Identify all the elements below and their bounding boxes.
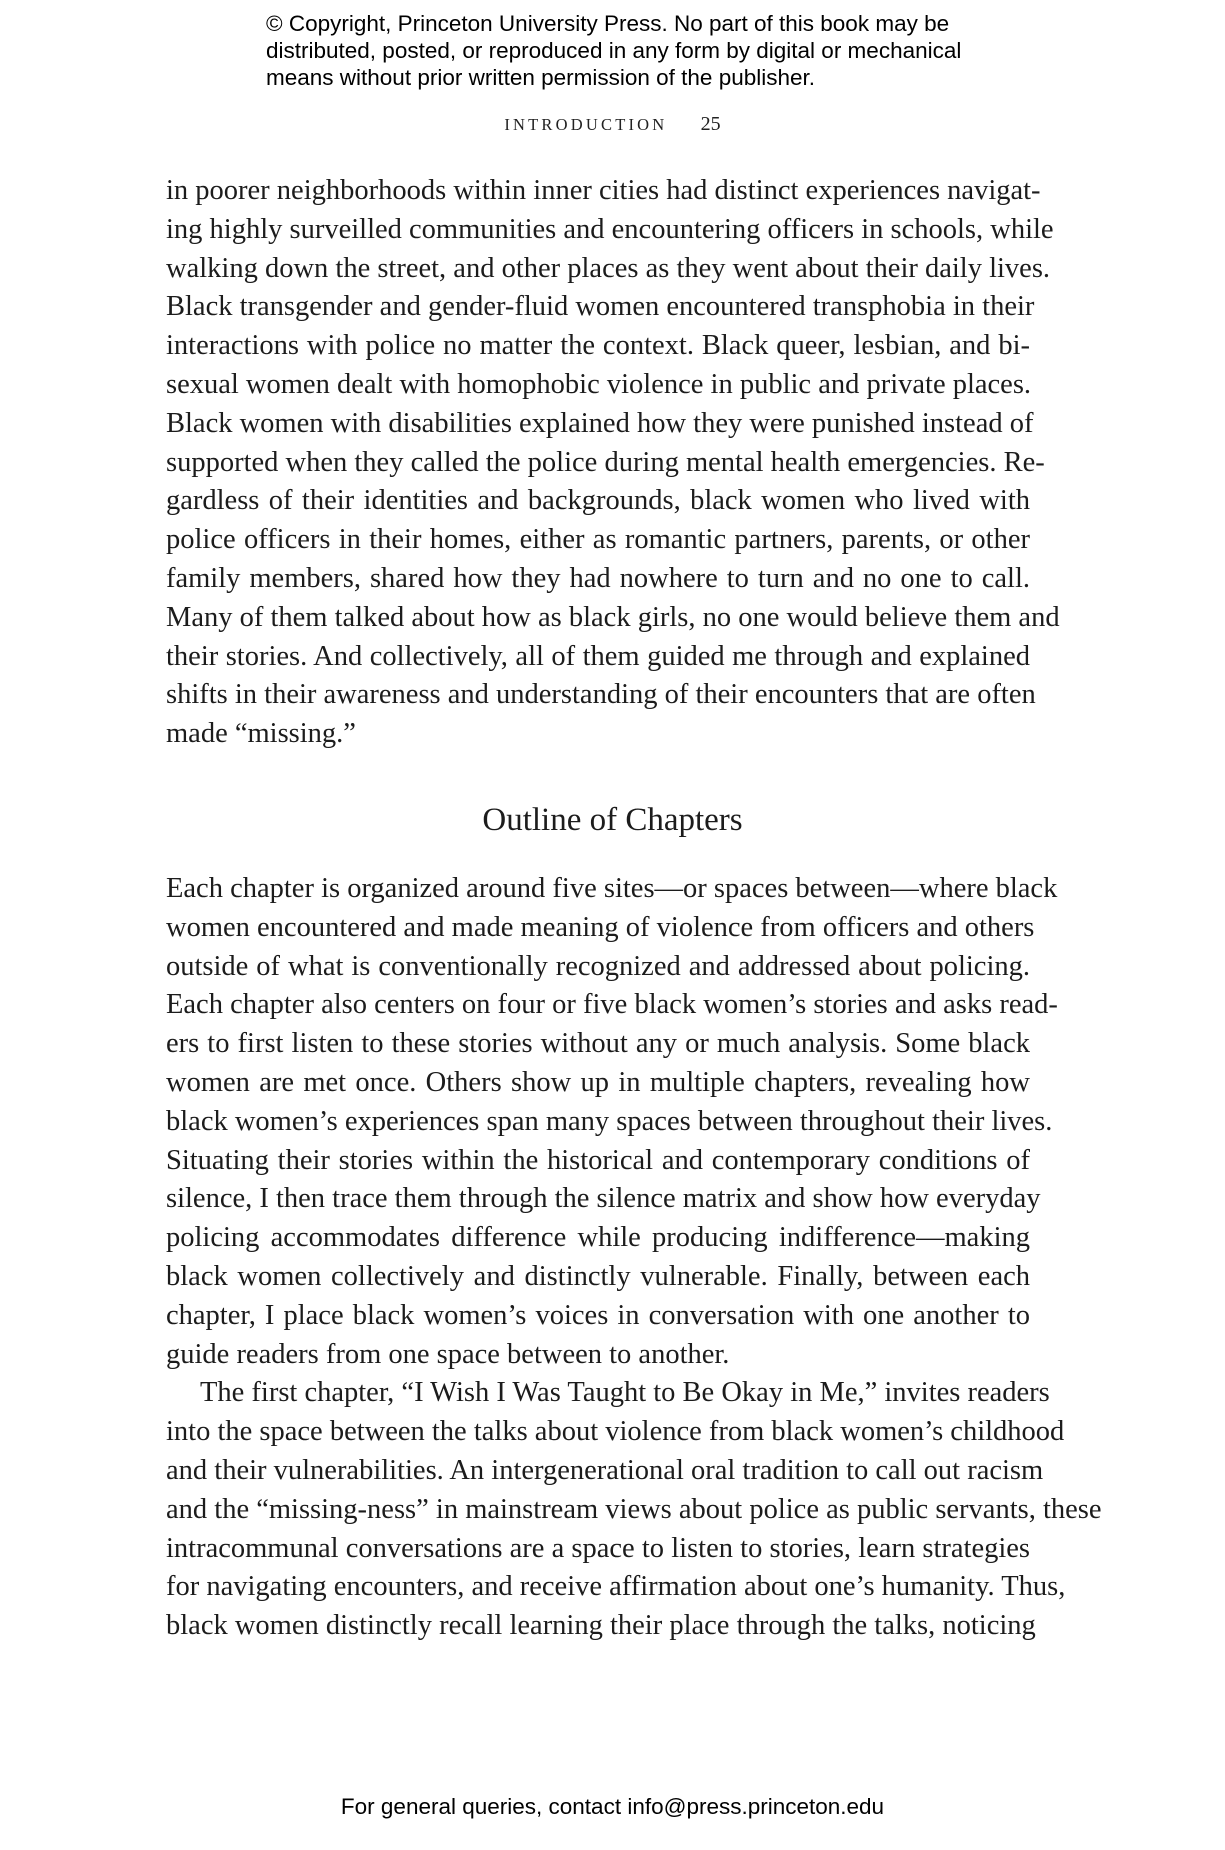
text-line: guide readers from one space between to another. <box>166 1338 730 1370</box>
text-line: Many of them talked about how as black girls, no one would believe them and <box>166 601 1060 633</box>
text-line: their stories. And collectively, all of them guided me through and explained <box>166 640 1030 672</box>
section-heading: Outline of Chapters <box>482 802 743 838</box>
text-line: gardless of their identities and backgrounds, black women who lived with <box>166 485 1030 517</box>
text-line: sexual women dealt with homophobic violence in public and private places. <box>166 368 1032 400</box>
text-line: interactions with police no matter the context. Black queer, lesbian, and bi- <box>166 330 1030 362</box>
text-line: silence, I then trace them through the silence matrix and show how everyday <box>166 1183 1041 1215</box>
text-line: made “missing.” <box>166 718 356 750</box>
text-line: Black women with disabilities explained how they were punished instead of <box>166 407 1034 439</box>
text-line: chapter, I place black women’s voices in conversation with one another to <box>166 1299 1030 1331</box>
paragraph-1 <box>166 172 1060 754</box>
copyright-notice <box>266 10 1026 91</box>
copyright-line: distributed, posted, or reproduced in any form by digital or mechanical <box>266 38 962 63</box>
text-line: shifts in their awareness and understanding of their encounters that are often <box>166 679 1036 711</box>
text-line: The first chapter, “I Wish I Was Taught to Be Okay in Me,” invites readers <box>200 1377 1050 1409</box>
text-line: Each chapter is organized around five sites—or spaces between—where black <box>166 873 1058 904</box>
text-line: Black transgender and gender-fluid women encountered transphobia in their <box>166 291 1035 323</box>
text-line: Each chapter also centers on four or five black women’s stories and asks read- <box>166 989 1058 1021</box>
text-line: women are met once. Others show up in multiple chapters, revealing how <box>166 1066 1030 1098</box>
text-line: supported when they called the police during mental health emergencies. Re- <box>166 446 1045 478</box>
text-line: and their vulnerabilities. An intergenerational oral tradition to call out racism <box>166 1454 1044 1486</box>
text-line: in poorer neighborhoods within inner cities had distinct experiences navigat- <box>166 175 1041 206</box>
text-line: women encountered and made meaning of violence from officers and others <box>166 911 1035 943</box>
text-line: into the space between the talks about violence from black women’s childhood <box>166 1416 1065 1448</box>
page-number: 25 <box>700 113 721 135</box>
text-line: ing highly surveilled communities and encountering officers in schools, while <box>166 213 1054 245</box>
text-line: policing accommodates difference while producing indifference—making <box>166 1222 1030 1254</box>
footer-contact: For general queries, contact info@press.princeton.edu <box>340 1794 885 1819</box>
text-line: black women distinctly recall learning their place through the talks, noticing <box>166 1610 1036 1642</box>
copyright-line: © Copyright, Princeton University Press. No part of this book may be <box>266 11 950 36</box>
text-line: police officers in their homes, either as romantic partners, parents, or other <box>166 524 1030 556</box>
text-line: for navigating encounters, and receive affirmation about one’s humanity. Thus, <box>166 1571 1066 1603</box>
text-line: intracommunal conversations are a space to listen to stories, learn strategies <box>166 1532 1030 1564</box>
text-line: Situating their stories within the historical and contemporary conditions of <box>166 1144 1030 1176</box>
text-line: and the “missing-ness” in mainstream views about police as public servants, these <box>166 1493 1102 1525</box>
text-line: black women’s experiences span many spaces between throughout their lives. <box>166 1105 1053 1137</box>
running-head-section: INTRODUCTION <box>504 115 668 134</box>
text-line: family members, shared how they had nowhere to turn and no one to call. <box>166 562 1030 594</box>
text-line: black women collectively and distinctly vulnerable. Finally, between each <box>166 1260 1030 1292</box>
text-line: ers to first listen to these stories without any or much analysis. Some black <box>166 1028 1030 1060</box>
text-line: outside of what is conventionally recognized and addressed about policing. <box>166 950 1030 982</box>
text-line: walking down the street, and other places as they went about their daily lives. <box>166 252 1051 284</box>
paragraph-2 <box>166 870 1102 1646</box>
copyright-line: means without prior written permission of the publisher. <box>266 65 816 90</box>
running-head <box>0 113 1225 136</box>
